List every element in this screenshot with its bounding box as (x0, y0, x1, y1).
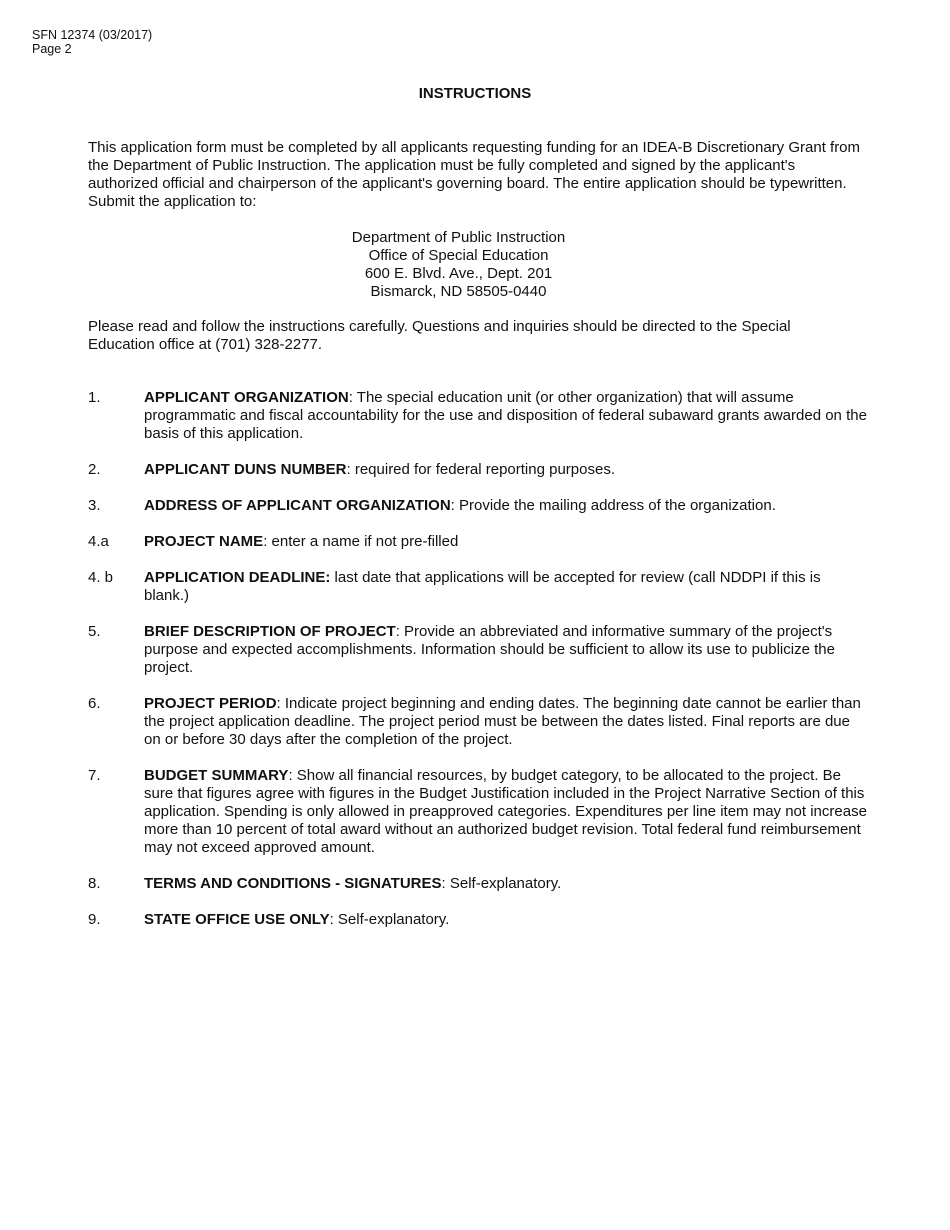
address-line: Bismarck, ND 58505-0440 (370, 283, 547, 300)
item-number: 3. (88, 497, 101, 514)
item-number: 2. (88, 461, 101, 478)
form-identifier (32, 28, 152, 56)
instruction-item (88, 497, 868, 515)
item-heading: PROJECT NAME (144, 533, 264, 550)
item-text: : Indicate project beginning and ending dates. The beginning date cannot be earlier than the project application deadline. The project period must be between the dates listed. Final reports are due on or before 30 days after the completion of the project. (144, 695, 861, 748)
instruction-item (88, 569, 868, 605)
instruction-item (88, 875, 868, 893)
item-text: : Self-explanatory. (441, 875, 562, 892)
item-text: last date that applications will be accepted for review (call NDDPI if this is blank.) (144, 569, 821, 604)
address-line: Office of Special Education (368, 247, 549, 264)
item-number: 4. b (88, 569, 114, 586)
contact-note: Please read and follow the instructions carefully. Questions and inquiries should be directed to the Special Education office at (701) 328-2277. (88, 318, 791, 353)
item-heading: APPLICANT ORGANIZATION (144, 389, 349, 406)
item-number: 6. (88, 695, 101, 712)
item-heading: PROJECT PERIOD (144, 695, 277, 712)
instruction-item (88, 389, 868, 443)
item-text: : Show all financial resources, by budget category, to be allocated to the project. Be sure that figures agree with figures in the Budget Justification included in the Project Narrative Section of this application. Spending is only allowed in preapproved categories. Expenditures per line item may not increase more than 10 percent of total award without an authorized budget revision. Total federal fund reimbursement may not exceed approved amount. (144, 767, 867, 856)
item-number: 1. (88, 389, 101, 406)
instruction-item (88, 623, 868, 677)
item-text: : Provide an abbreviated and informative summary of the project's purpose and expected accomplishments. Information should be sufficient to allow its use to publicize the project. (144, 623, 835, 676)
item-text: : The special education unit (or other organization) that will assume programmatic and fiscal accountability for the use and disposition of federal subaward grants awarded on the basis of this application. (144, 389, 867, 442)
item-text: : Self-explanatory. (329, 911, 450, 928)
page-number: Page 2 (32, 42, 72, 56)
item-number: 9. (88, 911, 101, 928)
item-number: 4.a (88, 533, 109, 550)
instruction-item (88, 767, 868, 857)
instruction-item (88, 461, 868, 479)
item-number: 8. (88, 875, 101, 892)
item-heading: BRIEF DESCRIPTION OF PROJECT (144, 623, 396, 640)
item-number: 5. (88, 623, 101, 640)
page-title: INSTRUCTIONS (418, 85, 532, 102)
item-heading: APPLICATION DEADLINE: (144, 569, 331, 586)
form-number: SFN 12374 (03/2017) (32, 28, 153, 42)
item-text: : enter a name if not pre-filled (263, 533, 459, 550)
item-text: : required for federal reporting purposes. (346, 461, 615, 478)
mailing-address (0, 229, 917, 301)
address-line: Department of Public Instruction (351, 229, 566, 246)
instruction-item (88, 533, 868, 551)
instruction-item (88, 695, 868, 749)
item-text: : Provide the mailing address of the organization. (450, 497, 776, 514)
item-heading: BUDGET SUMMARY (144, 767, 289, 784)
item-heading: ADDRESS OF APPLICANT ORGANIZATION (144, 497, 451, 514)
item-heading: APPLICANT DUNS NUMBER (144, 461, 347, 478)
intro-paragraph: This application form must be completed by all applicants requesting funding for an IDEA-B Discretionary Grant from the Department of Public Instruction. The application must be fully completed and signed by the applicant's authorized official and chairperson of the applicant's governing board. The entire application should be typewritten. Submit the application to: (88, 139, 861, 210)
instruction-item (88, 911, 868, 929)
item-heading: STATE OFFICE USE ONLY (144, 911, 330, 928)
address-line: 600 E. Blvd. Ave., Dept. 201 (364, 265, 553, 282)
item-heading: TERMS AND CONDITIONS - SIGNATURES (144, 875, 442, 892)
instruction-list (88, 389, 868, 947)
item-number: 7. (88, 767, 101, 784)
